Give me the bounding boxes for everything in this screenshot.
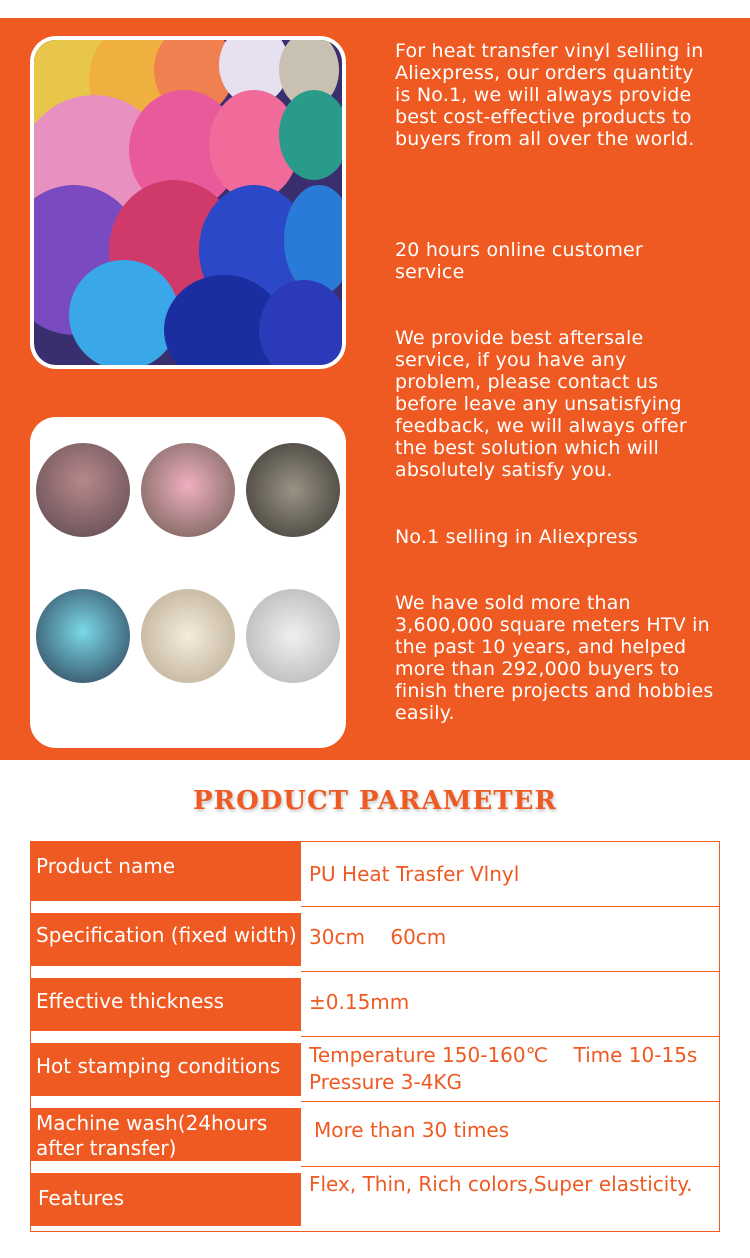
applications-collage	[30, 417, 346, 748]
row-value: PU Heat Trasfer Vlnyl	[309, 862, 520, 886]
onesie-sample-image	[141, 589, 235, 683]
row-label-line: after transfer)	[36, 1136, 177, 1160]
row-value-line: Pressure 3-4KG	[309, 1070, 463, 1094]
intro-paragraph: No.1 selling in Aliexpress	[395, 526, 638, 548]
hoodie-sample-image	[36, 443, 130, 537]
row-value-line: Temperature 150-160℃ Time 10-15s	[309, 1043, 698, 1067]
vinyl-rolls-image	[30, 36, 346, 369]
row-value: ±0.15mm	[309, 990, 410, 1014]
table-row	[31, 842, 719, 907]
row-label	[31, 1108, 301, 1161]
row-label: Effective thickness	[31, 978, 301, 1031]
lettering-sample-image	[246, 589, 340, 683]
intro-paragraph: For heat transfer vinyl selling in Aliexpress, our orders quantity is No.1, we will always provide best cost-effective products to buyers from all over the world.	[395, 40, 704, 150]
row-value: 30cm 60cm	[309, 925, 447, 949]
row-label: Product name	[31, 842, 301, 901]
row-label: Hot stamping conditions	[31, 1043, 301, 1096]
intro-panel	[0, 18, 750, 760]
table-row	[31, 1102, 719, 1167]
intro-paragraph: We provide best aftersale service, if you have any problem, please contact us before leave any unsatisfying feedback, we will always offer the best solution which will absolutely satisfy you.	[395, 327, 687, 481]
row-value: Flex, Thin, Rich colors,Super elasticity.	[309, 1172, 693, 1196]
table-row	[31, 972, 719, 1037]
row-label-line: Machine wash(24hours	[36, 1111, 268, 1135]
section-heading: PRODUCT PARAMETER	[192, 786, 558, 816]
intro-paragraph: We have sold more than 3,600,000 square meters HTV in the past 10 years, and helped more than 292,000 buyers to finish there projects and hobbies easily.	[395, 592, 714, 724]
row-value	[309, 1037, 719, 1096]
table-row	[31, 1167, 719, 1231]
table-row	[31, 907, 719, 972]
row-label: Features	[31, 1173, 301, 1226]
balloon-sample-image	[36, 589, 130, 683]
bear-shirt-sample-image	[141, 443, 235, 537]
parameter-table	[30, 841, 720, 1232]
patches-sample-image	[246, 443, 340, 537]
row-value: More than 30 times	[314, 1118, 510, 1142]
row-label: Specification (fixed width)	[31, 913, 301, 966]
table-row	[31, 1037, 719, 1102]
intro-paragraph: 20 hours online customer service	[395, 239, 643, 283]
